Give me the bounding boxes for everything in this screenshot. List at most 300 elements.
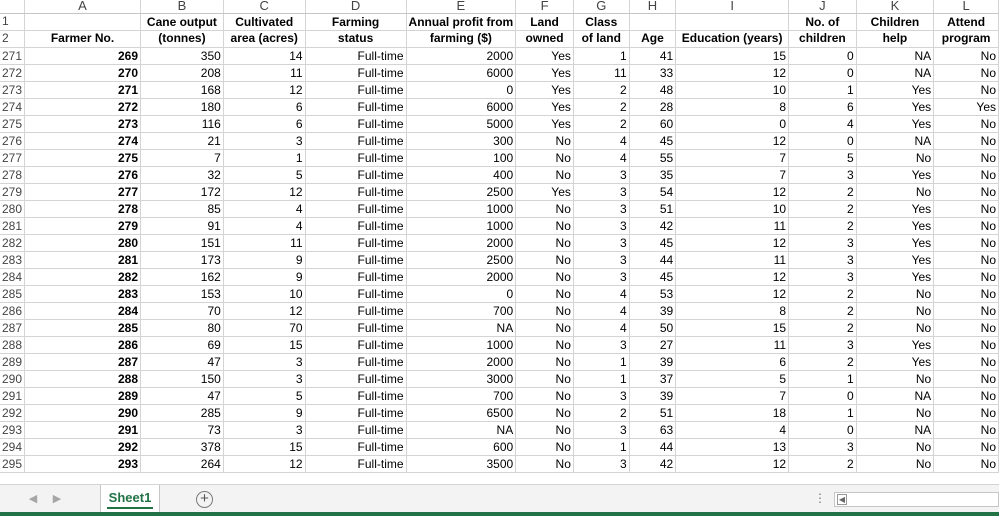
row-header[interactable]: 275 bbox=[0, 115, 25, 132]
data-cell[interactable]: Full-time bbox=[305, 132, 406, 149]
data-cell[interactable]: 2 bbox=[789, 319, 857, 336]
data-cell[interactable]: No bbox=[516, 336, 574, 353]
data-cell[interactable]: 45 bbox=[629, 268, 676, 285]
data-cell[interactable]: 282 bbox=[25, 268, 141, 285]
data-cell[interactable]: 264 bbox=[141, 455, 224, 472]
data-cell[interactable]: 273 bbox=[25, 115, 141, 132]
data-cell[interactable]: 1 bbox=[573, 353, 629, 370]
data-cell[interactable]: Yes bbox=[516, 81, 574, 98]
data-cell[interactable]: 39 bbox=[629, 353, 676, 370]
data-cell[interactable]: 272 bbox=[25, 98, 141, 115]
data-cell[interactable]: 3 bbox=[223, 370, 305, 387]
data-cell[interactable]: No bbox=[856, 183, 933, 200]
data-cell[interactable]: 3 bbox=[573, 421, 629, 438]
data-cell[interactable]: 2 bbox=[789, 455, 857, 472]
data-cell[interactable]: 3500 bbox=[406, 455, 516, 472]
row-header[interactable]: 285 bbox=[0, 285, 25, 302]
data-cell[interactable]: No bbox=[934, 387, 999, 404]
data-cell[interactable]: 274 bbox=[25, 132, 141, 149]
data-cell[interactable]: 54 bbox=[629, 183, 676, 200]
data-cell[interactable]: No bbox=[516, 251, 574, 268]
header-cell[interactable] bbox=[629, 13, 676, 30]
data-cell[interactable]: 271 bbox=[25, 81, 141, 98]
data-cell[interactable]: Yes bbox=[516, 64, 574, 81]
data-cell[interactable]: 3 bbox=[789, 268, 857, 285]
data-cell[interactable]: 39 bbox=[629, 387, 676, 404]
data-cell[interactable]: Yes bbox=[856, 115, 933, 132]
data-cell[interactable]: 2 bbox=[573, 115, 629, 132]
data-cell[interactable]: 44 bbox=[629, 251, 676, 268]
data-cell[interactable]: 2 bbox=[789, 302, 857, 319]
data-cell[interactable]: No bbox=[516, 370, 574, 387]
column-header-d[interactable]: D bbox=[305, 0, 406, 13]
add-sheet-icon[interactable]: + bbox=[196, 491, 213, 508]
data-cell[interactable]: 44 bbox=[629, 438, 676, 455]
row-header[interactable]: 277 bbox=[0, 149, 25, 166]
row-header[interactable]: 287 bbox=[0, 319, 25, 336]
header-cell[interactable]: Cane output bbox=[141, 13, 224, 30]
data-cell[interactable]: 3 bbox=[573, 234, 629, 251]
data-cell[interactable]: 285 bbox=[25, 319, 141, 336]
data-cell[interactable]: 4 bbox=[223, 217, 305, 234]
data-cell[interactable]: 11 bbox=[223, 64, 305, 81]
data-cell[interactable]: No bbox=[934, 370, 999, 387]
data-cell[interactable]: 12 bbox=[676, 183, 789, 200]
data-cell[interactable]: 1 bbox=[573, 370, 629, 387]
data-cell[interactable]: 153 bbox=[141, 285, 224, 302]
data-cell[interactable]: No bbox=[934, 183, 999, 200]
data-cell[interactable]: Full-time bbox=[305, 115, 406, 132]
data-cell[interactable]: 45 bbox=[629, 234, 676, 251]
data-cell[interactable]: No bbox=[934, 353, 999, 370]
data-cell[interactable]: 0 bbox=[789, 387, 857, 404]
data-cell[interactable]: 12 bbox=[223, 183, 305, 200]
data-cell[interactable]: No bbox=[934, 319, 999, 336]
data-cell[interactable]: No bbox=[856, 302, 933, 319]
data-cell[interactable]: No bbox=[934, 285, 999, 302]
data-cell[interactable]: Yes bbox=[856, 268, 933, 285]
data-cell[interactable]: 1000 bbox=[406, 217, 516, 234]
row-header[interactable]: 281 bbox=[0, 217, 25, 234]
scroll-tabs-right-icon[interactable]: ▶ bbox=[52, 493, 62, 505]
data-cell[interactable]: 162 bbox=[141, 268, 224, 285]
row-header[interactable]: 295 bbox=[0, 455, 25, 472]
data-cell[interactable]: 48 bbox=[629, 81, 676, 98]
data-cell[interactable]: No bbox=[934, 47, 999, 64]
data-cell[interactable]: 3 bbox=[789, 336, 857, 353]
data-cell[interactable]: 3 bbox=[573, 268, 629, 285]
data-cell[interactable]: 51 bbox=[629, 404, 676, 421]
data-cell[interactable]: 2000 bbox=[406, 268, 516, 285]
row-header[interactable]: 288 bbox=[0, 336, 25, 353]
data-cell[interactable]: 2 bbox=[573, 404, 629, 421]
data-cell[interactable]: 8 bbox=[676, 98, 789, 115]
data-cell[interactable]: No bbox=[934, 404, 999, 421]
data-cell[interactable]: 15 bbox=[223, 336, 305, 353]
row-header[interactable]: 282 bbox=[0, 234, 25, 251]
data-cell[interactable]: Yes bbox=[856, 336, 933, 353]
data-cell[interactable]: 69 bbox=[141, 336, 224, 353]
data-cell[interactable]: No bbox=[934, 115, 999, 132]
header-cell[interactable]: status bbox=[305, 30, 406, 47]
data-cell[interactable]: Full-time bbox=[305, 47, 406, 64]
data-cell[interactable]: Full-time bbox=[305, 421, 406, 438]
data-cell[interactable]: Full-time bbox=[305, 319, 406, 336]
data-cell[interactable]: 1 bbox=[223, 149, 305, 166]
data-cell[interactable]: 12 bbox=[676, 268, 789, 285]
data-cell[interactable]: 51 bbox=[629, 200, 676, 217]
data-cell[interactable]: 1 bbox=[789, 370, 857, 387]
data-cell[interactable]: 291 bbox=[25, 421, 141, 438]
data-cell[interactable]: 33 bbox=[629, 64, 676, 81]
header-cell[interactable]: Land bbox=[516, 13, 574, 30]
data-cell[interactable]: No bbox=[934, 438, 999, 455]
data-cell[interactable]: 9 bbox=[223, 268, 305, 285]
header-cell[interactable]: owned bbox=[516, 30, 574, 47]
data-cell[interactable]: Full-time bbox=[305, 149, 406, 166]
data-cell[interactable]: 11 bbox=[676, 336, 789, 353]
header-cell[interactable]: Farming bbox=[305, 13, 406, 30]
data-cell[interactable]: 27 bbox=[629, 336, 676, 353]
header-cell[interactable] bbox=[676, 13, 789, 30]
data-cell[interactable]: 2000 bbox=[406, 234, 516, 251]
data-cell[interactable]: 32 bbox=[141, 166, 224, 183]
data-cell[interactable]: 284 bbox=[25, 302, 141, 319]
header-cell[interactable]: program bbox=[934, 30, 999, 47]
data-cell[interactable]: 14 bbox=[223, 47, 305, 64]
data-cell[interactable]: 1 bbox=[573, 438, 629, 455]
data-cell[interactable]: 5000 bbox=[406, 115, 516, 132]
data-cell[interactable]: No bbox=[934, 149, 999, 166]
data-cell[interactable]: 287 bbox=[25, 353, 141, 370]
data-cell[interactable]: 7 bbox=[676, 387, 789, 404]
data-cell[interactable]: 12 bbox=[676, 455, 789, 472]
data-cell[interactable]: Full-time bbox=[305, 183, 406, 200]
data-cell[interactable]: 55 bbox=[629, 149, 676, 166]
data-cell[interactable]: Yes bbox=[856, 200, 933, 217]
data-cell[interactable]: No bbox=[516, 268, 574, 285]
data-cell[interactable]: No bbox=[934, 268, 999, 285]
data-cell[interactable]: 4 bbox=[573, 149, 629, 166]
data-cell[interactable]: No bbox=[516, 438, 574, 455]
data-cell[interactable]: 21 bbox=[141, 132, 224, 149]
column-header-b[interactable]: B bbox=[141, 0, 224, 13]
column-header-f[interactable]: F bbox=[516, 0, 574, 13]
data-cell[interactable]: 12 bbox=[223, 81, 305, 98]
data-cell[interactable]: No bbox=[934, 421, 999, 438]
data-cell[interactable]: 11 bbox=[573, 64, 629, 81]
data-cell[interactable]: No bbox=[934, 81, 999, 98]
data-cell[interactable]: 4 bbox=[789, 115, 857, 132]
data-cell[interactable]: No bbox=[934, 251, 999, 268]
data-cell[interactable]: 283 bbox=[25, 285, 141, 302]
data-cell[interactable]: 5 bbox=[789, 149, 857, 166]
header-cell[interactable]: Age bbox=[629, 30, 676, 47]
data-cell[interactable]: 60 bbox=[629, 115, 676, 132]
data-cell[interactable]: Full-time bbox=[305, 302, 406, 319]
header-cell[interactable]: Annual profit from bbox=[406, 13, 516, 30]
data-cell[interactable]: 292 bbox=[25, 438, 141, 455]
header-cell[interactable]: Attend bbox=[934, 13, 999, 30]
data-cell[interactable]: NA bbox=[856, 47, 933, 64]
data-cell[interactable]: 4 bbox=[573, 132, 629, 149]
column-header-j[interactable]: J bbox=[789, 0, 857, 13]
data-cell[interactable]: 277 bbox=[25, 183, 141, 200]
row-header[interactable]: 283 bbox=[0, 251, 25, 268]
data-cell[interactable]: 278 bbox=[25, 200, 141, 217]
sheet-tab-sheet1[interactable] bbox=[100, 485, 160, 512]
data-cell[interactable]: No bbox=[934, 132, 999, 149]
data-cell[interactable]: Full-time bbox=[305, 234, 406, 251]
data-cell[interactable]: No bbox=[934, 166, 999, 183]
header-cell[interactable] bbox=[25, 13, 141, 30]
row-header[interactable]: 294 bbox=[0, 438, 25, 455]
data-cell[interactable]: No bbox=[516, 455, 574, 472]
data-cell[interactable]: Full-time bbox=[305, 404, 406, 421]
data-cell[interactable]: 63 bbox=[629, 421, 676, 438]
row-header[interactable]: 279 bbox=[0, 183, 25, 200]
data-cell[interactable]: 286 bbox=[25, 336, 141, 353]
data-cell[interactable]: NA bbox=[856, 64, 933, 81]
row-header[interactable]: 278 bbox=[0, 166, 25, 183]
data-cell[interactable]: 151 bbox=[141, 234, 224, 251]
data-cell[interactable]: 3 bbox=[789, 166, 857, 183]
data-cell[interactable]: 12 bbox=[223, 302, 305, 319]
data-cell[interactable]: Full-time bbox=[305, 81, 406, 98]
data-cell[interactable]: 7 bbox=[676, 166, 789, 183]
data-cell[interactable]: Yes bbox=[856, 81, 933, 98]
data-cell[interactable]: 2 bbox=[789, 353, 857, 370]
data-cell[interactable]: 47 bbox=[141, 353, 224, 370]
more-options-icon[interactable]: ⋮ bbox=[814, 491, 826, 505]
data-cell[interactable]: 293 bbox=[25, 455, 141, 472]
data-cell[interactable]: Full-time bbox=[305, 64, 406, 81]
data-cell[interactable]: 91 bbox=[141, 217, 224, 234]
data-cell[interactable]: No bbox=[856, 285, 933, 302]
data-cell[interactable]: 285 bbox=[141, 404, 224, 421]
data-cell[interactable]: 3 bbox=[573, 251, 629, 268]
data-cell[interactable]: 11 bbox=[676, 251, 789, 268]
data-cell[interactable]: Yes bbox=[516, 183, 574, 200]
header-cell[interactable]: children bbox=[789, 30, 857, 47]
row-header[interactable]: 286 bbox=[0, 302, 25, 319]
data-cell[interactable]: 47 bbox=[141, 387, 224, 404]
data-cell[interactable]: 3 bbox=[789, 251, 857, 268]
data-cell[interactable]: 1 bbox=[789, 81, 857, 98]
data-cell[interactable]: 172 bbox=[141, 183, 224, 200]
data-cell[interactable]: 173 bbox=[141, 251, 224, 268]
data-cell[interactable]: 6000 bbox=[406, 98, 516, 115]
data-cell[interactable]: 9 bbox=[223, 251, 305, 268]
header-cell[interactable]: area (acres) bbox=[223, 30, 305, 47]
column-header-h[interactable]: H bbox=[629, 0, 676, 13]
data-cell[interactable]: No bbox=[516, 353, 574, 370]
data-cell[interactable]: 0 bbox=[406, 285, 516, 302]
data-cell[interactable]: 270 bbox=[25, 64, 141, 81]
data-cell[interactable]: NA bbox=[406, 319, 516, 336]
data-cell[interactable]: 3 bbox=[223, 421, 305, 438]
data-cell[interactable]: Yes bbox=[856, 234, 933, 251]
data-cell[interactable]: 3 bbox=[223, 353, 305, 370]
column-header-i[interactable]: I bbox=[676, 0, 789, 13]
data-cell[interactable]: 15 bbox=[676, 319, 789, 336]
data-cell[interactable]: 150 bbox=[141, 370, 224, 387]
header-cell[interactable]: Farmer No. bbox=[25, 30, 141, 47]
data-cell[interactable]: 2500 bbox=[406, 183, 516, 200]
column-header-a[interactable]: A bbox=[25, 0, 141, 13]
data-cell[interactable]: Full-time bbox=[305, 353, 406, 370]
data-cell[interactable]: 7 bbox=[676, 149, 789, 166]
data-cell[interactable]: No bbox=[856, 149, 933, 166]
data-cell[interactable]: No bbox=[856, 370, 933, 387]
data-cell[interactable]: 1 bbox=[789, 404, 857, 421]
data-cell[interactable]: No bbox=[516, 319, 574, 336]
row-header[interactable]: 284 bbox=[0, 268, 25, 285]
data-cell[interactable]: 2 bbox=[789, 285, 857, 302]
data-cell[interactable]: 4 bbox=[223, 200, 305, 217]
data-cell[interactable]: 168 bbox=[141, 81, 224, 98]
data-cell[interactable]: 80 bbox=[141, 319, 224, 336]
data-cell[interactable]: 2 bbox=[789, 200, 857, 217]
data-cell[interactable]: No bbox=[934, 302, 999, 319]
row-header[interactable]: 2 bbox=[0, 30, 25, 47]
data-cell[interactable]: No bbox=[516, 302, 574, 319]
column-header-l[interactable]: L bbox=[934, 0, 999, 13]
data-cell[interactable]: NA bbox=[856, 421, 933, 438]
data-cell[interactable]: Yes bbox=[856, 166, 933, 183]
data-cell[interactable]: 400 bbox=[406, 166, 516, 183]
data-cell[interactable]: 0 bbox=[676, 115, 789, 132]
data-cell[interactable]: Yes bbox=[856, 217, 933, 234]
data-cell[interactable]: 3 bbox=[573, 217, 629, 234]
horizontal-scrollbar[interactable] bbox=[834, 492, 999, 507]
data-cell[interactable]: No bbox=[516, 404, 574, 421]
data-cell[interactable]: 9 bbox=[223, 404, 305, 421]
data-cell[interactable]: 15 bbox=[676, 47, 789, 64]
data-cell[interactable]: No bbox=[856, 438, 933, 455]
header-cell[interactable]: No. of bbox=[789, 13, 857, 30]
data-cell[interactable]: 5 bbox=[676, 370, 789, 387]
data-cell[interactable]: 4 bbox=[573, 302, 629, 319]
data-cell[interactable]: Full-time bbox=[305, 200, 406, 217]
data-cell[interactable]: 1000 bbox=[406, 336, 516, 353]
data-cell[interactable]: No bbox=[516, 166, 574, 183]
data-cell[interactable]: Yes bbox=[856, 353, 933, 370]
data-cell[interactable]: 4 bbox=[573, 319, 629, 336]
data-cell[interactable]: 45 bbox=[629, 132, 676, 149]
data-cell[interactable]: 10 bbox=[676, 200, 789, 217]
data-cell[interactable]: 2 bbox=[789, 183, 857, 200]
data-cell[interactable]: 6 bbox=[789, 98, 857, 115]
column-header-e[interactable]: E bbox=[406, 0, 516, 13]
data-cell[interactable]: 70 bbox=[141, 302, 224, 319]
data-cell[interactable]: 12 bbox=[676, 234, 789, 251]
data-cell[interactable]: Yes bbox=[516, 115, 574, 132]
data-cell[interactable]: 700 bbox=[406, 302, 516, 319]
row-header[interactable]: 272 bbox=[0, 64, 25, 81]
data-cell[interactable]: 2500 bbox=[406, 251, 516, 268]
column-header-g[interactable]: G bbox=[573, 0, 629, 13]
data-cell[interactable]: 28 bbox=[629, 98, 676, 115]
row-header[interactable]: 292 bbox=[0, 404, 25, 421]
data-cell[interactable]: 41 bbox=[629, 47, 676, 64]
data-cell[interactable]: 73 bbox=[141, 421, 224, 438]
data-cell[interactable]: 6500 bbox=[406, 404, 516, 421]
header-cell[interactable]: (tonnes) bbox=[141, 30, 224, 47]
data-cell[interactable]: 300 bbox=[406, 132, 516, 149]
data-cell[interactable]: No bbox=[856, 319, 933, 336]
data-cell[interactable]: 0 bbox=[789, 64, 857, 81]
data-cell[interactable]: 5 bbox=[223, 166, 305, 183]
data-cell[interactable]: 289 bbox=[25, 387, 141, 404]
data-cell[interactable]: 3 bbox=[573, 455, 629, 472]
data-cell[interactable]: 208 bbox=[141, 64, 224, 81]
data-cell[interactable]: No bbox=[934, 336, 999, 353]
data-cell[interactable]: Yes bbox=[856, 251, 933, 268]
data-cell[interactable]: 378 bbox=[141, 438, 224, 455]
data-cell[interactable]: 1 bbox=[573, 47, 629, 64]
data-cell[interactable]: Full-time bbox=[305, 455, 406, 472]
data-cell[interactable]: No bbox=[516, 217, 574, 234]
data-cell[interactable]: No bbox=[934, 234, 999, 251]
data-cell[interactable]: 2000 bbox=[406, 47, 516, 64]
row-header[interactable]: 280 bbox=[0, 200, 25, 217]
data-cell[interactable]: 5 bbox=[223, 387, 305, 404]
data-cell[interactable]: 275 bbox=[25, 149, 141, 166]
data-cell[interactable]: 276 bbox=[25, 166, 141, 183]
header-cell[interactable]: Cultivated bbox=[223, 13, 305, 30]
data-cell[interactable]: 0 bbox=[789, 132, 857, 149]
data-cell[interactable]: 116 bbox=[141, 115, 224, 132]
data-cell[interactable]: No bbox=[516, 234, 574, 251]
data-cell[interactable]: 50 bbox=[629, 319, 676, 336]
data-cell[interactable]: Full-time bbox=[305, 370, 406, 387]
data-cell[interactable]: 85 bbox=[141, 200, 224, 217]
select-all-corner[interactable] bbox=[0, 0, 25, 13]
data-cell[interactable]: Yes bbox=[516, 47, 574, 64]
data-cell[interactable]: 10 bbox=[676, 81, 789, 98]
row-header[interactable]: 273 bbox=[0, 81, 25, 98]
data-cell[interactable]: Full-time bbox=[305, 336, 406, 353]
column-header-k[interactable]: K bbox=[856, 0, 933, 13]
data-cell[interactable]: 7 bbox=[141, 149, 224, 166]
data-cell[interactable]: 350 bbox=[141, 47, 224, 64]
data-cell[interactable]: 3000 bbox=[406, 370, 516, 387]
data-cell[interactable]: 6 bbox=[223, 115, 305, 132]
data-cell[interactable]: No bbox=[516, 132, 574, 149]
data-cell[interactable]: No bbox=[856, 404, 933, 421]
data-cell[interactable]: 281 bbox=[25, 251, 141, 268]
column-header-c[interactable]: C bbox=[223, 0, 305, 13]
data-cell[interactable]: No bbox=[934, 217, 999, 234]
data-cell[interactable]: No bbox=[856, 455, 933, 472]
data-cell[interactable]: Yes bbox=[516, 98, 574, 115]
data-cell[interactable]: 288 bbox=[25, 370, 141, 387]
data-cell[interactable]: 2 bbox=[789, 217, 857, 234]
data-cell[interactable]: 3 bbox=[573, 336, 629, 353]
row-header[interactable]: 271 bbox=[0, 47, 25, 64]
data-cell[interactable]: 6000 bbox=[406, 64, 516, 81]
header-cell[interactable]: Class bbox=[573, 13, 629, 30]
data-cell[interactable]: 8 bbox=[676, 302, 789, 319]
data-cell[interactable]: 11 bbox=[676, 217, 789, 234]
data-cell[interactable]: 39 bbox=[629, 302, 676, 319]
data-cell[interactable]: 100 bbox=[406, 149, 516, 166]
data-cell[interactable]: 3 bbox=[789, 234, 857, 251]
data-cell[interactable]: Yes bbox=[934, 98, 999, 115]
row-header[interactable]: 290 bbox=[0, 370, 25, 387]
data-cell[interactable]: No bbox=[934, 200, 999, 217]
